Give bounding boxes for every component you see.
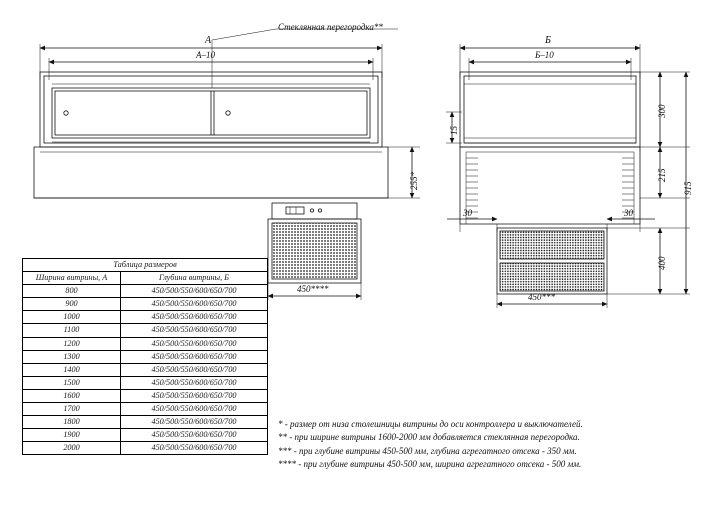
- cell-depth: 450/500/550/600/650/700: [121, 337, 268, 350]
- table-row: [23, 311, 268, 324]
- cell-width: 1600: [23, 389, 121, 402]
- table-header-depth: Глубина витрины, Б: [121, 272, 268, 285]
- table-row: [23, 285, 268, 298]
- table-row: [23, 416, 268, 429]
- cell-width: 1700: [23, 403, 121, 416]
- note-item: **** - при глубине витрины 450-500 мм, ширина агрегатного отсека - 500 мм.: [278, 459, 582, 470]
- cell-width: 800: [23, 285, 121, 298]
- table-row: [23, 403, 268, 416]
- note-item: *** - при глубине витрины 450-500 мм, глубина агрегатного отсека - 350 мм.: [278, 445, 577, 456]
- front-dim-255: 255*: [409, 172, 419, 190]
- cell-depth: 450/500/550/600/650/700: [121, 324, 268, 337]
- side-dim-unit-width: 450***: [528, 292, 555, 302]
- cell-depth: 450/500/550/600/650/700: [121, 363, 268, 376]
- side-dim-15: 15: [449, 126, 459, 135]
- table-row: [23, 376, 268, 389]
- cell-width: 1000: [23, 311, 121, 324]
- note-item: * - размер от низа столешницы витрины до оси контроллера и выключателей.: [278, 419, 583, 429]
- front-dim-a-10: А–10: [196, 50, 215, 60]
- side-dim-300: 300: [657, 104, 667, 118]
- cell-depth: 450/500/550/600/650/700: [121, 298, 268, 311]
- cell-width: 1300: [23, 350, 121, 363]
- cell-width: 1800: [23, 416, 121, 429]
- cell-depth: 450/500/550/600/650/700: [121, 403, 268, 416]
- table-header-row: [23, 272, 268, 285]
- side-dim-30-left: 30: [463, 208, 472, 218]
- table-title: Таблица размеров: [23, 259, 268, 272]
- cell-width: 1500: [23, 376, 121, 389]
- cell-depth: 450/500/550/600/650/700: [121, 376, 268, 389]
- table-title-row: [23, 259, 268, 272]
- side-dim-215: 215: [657, 168, 667, 182]
- table-header-width: Ширина витрины, А: [23, 272, 121, 285]
- side-dim-b-10: Б–10: [535, 50, 554, 60]
- table-row: [23, 363, 268, 376]
- table-row: [23, 442, 268, 455]
- cell-width: 1400: [23, 363, 121, 376]
- callout-glass-partition: Стеклянная перегородка**: [278, 22, 383, 32]
- cell-width: 1900: [23, 429, 121, 442]
- sizes-table: [22, 258, 268, 455]
- cell-depth: 450/500/550/600/650/700: [121, 442, 268, 455]
- table-row: [23, 324, 268, 337]
- cell-depth: 450/500/550/600/650/700: [121, 429, 268, 442]
- cell-depth: 450/500/550/600/650/700: [121, 389, 268, 402]
- table-row: [23, 389, 268, 402]
- cell-depth: 450/500/550/600/650/700: [121, 350, 268, 363]
- cell-depth: 450/500/550/600/650/700: [121, 285, 268, 298]
- table-row: [23, 298, 268, 311]
- table-row: [23, 350, 268, 363]
- note-item: ** - при ширине витрины 1600-2000 мм добавляется стеклянная перегородка.: [278, 432, 580, 443]
- cell-width: 2000: [23, 442, 121, 455]
- table-row: [23, 429, 268, 442]
- side-dim-915: 915: [683, 181, 693, 195]
- cell-depth: 450/500/550/600/650/700: [121, 311, 268, 324]
- side-dim-b: Б: [545, 35, 551, 46]
- table-row: [23, 337, 268, 350]
- cell-depth: 450/500/550/600/650/700: [121, 416, 268, 429]
- side-dim-400: 400: [657, 256, 667, 270]
- notes-block: [278, 418, 708, 472]
- front-dim-unit-width: 450****: [297, 284, 329, 294]
- cell-width: 1100: [23, 324, 121, 337]
- side-dim-30-right: 30: [624, 208, 633, 218]
- cell-width: 1200: [23, 337, 121, 350]
- front-dim-a: А: [205, 35, 212, 46]
- cell-width: 900: [23, 298, 121, 311]
